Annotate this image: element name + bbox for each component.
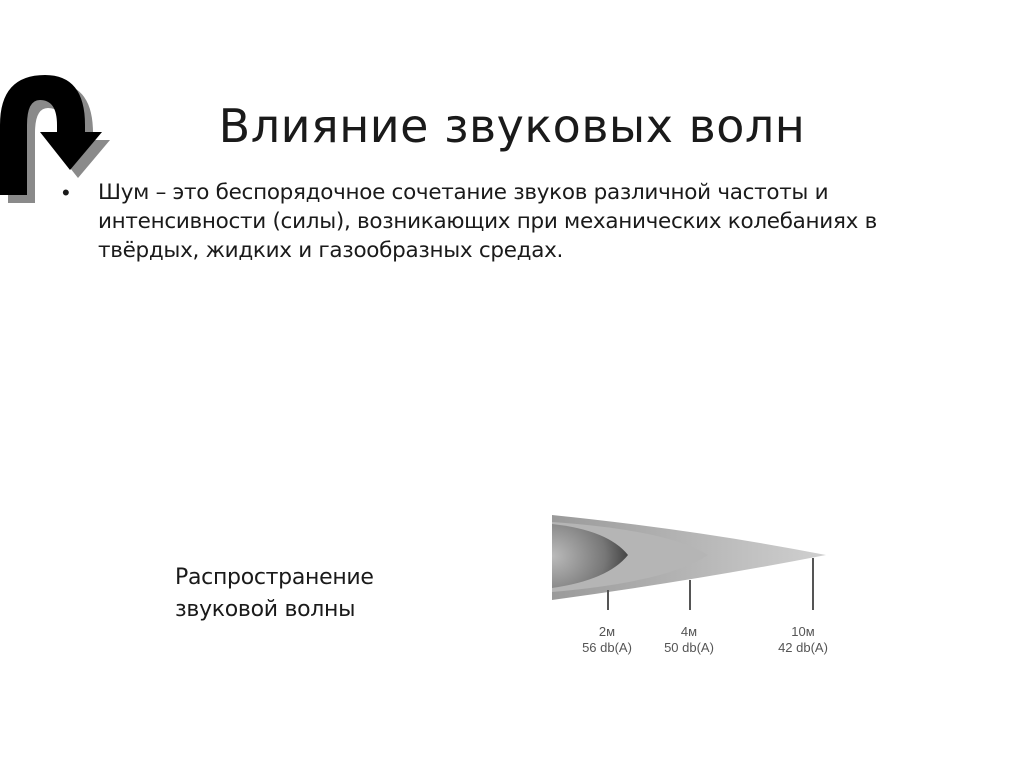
caption-line-2: звуковой волны — [175, 597, 356, 622]
marker-label-10m — [748, 624, 858, 656]
bullet-icon: • — [62, 180, 70, 205]
figure-caption — [175, 562, 374, 626]
marker-level: 42 db(A) — [778, 640, 828, 655]
marker-distance: 10м — [791, 624, 815, 639]
slide-title: Влияние звуковых волн — [218, 98, 806, 153]
sound-wave-figure — [548, 510, 858, 610]
caption-line-1: Распространение — [175, 565, 374, 590]
marker-distance: 2м — [598, 624, 616, 639]
body-text: Шум – это беспорядочное сочетание звуков различной частоты и интенсивности (силы), возникающих при механических колебаниях в твёрдых, жидких и газообразных средах. — [98, 180, 877, 263]
marker-label-4m — [634, 624, 744, 656]
marker-level: 56 db(A) — [582, 640, 632, 655]
marker-level: 50 db(A) — [664, 640, 714, 655]
marker-distance: 4м — [680, 624, 698, 639]
